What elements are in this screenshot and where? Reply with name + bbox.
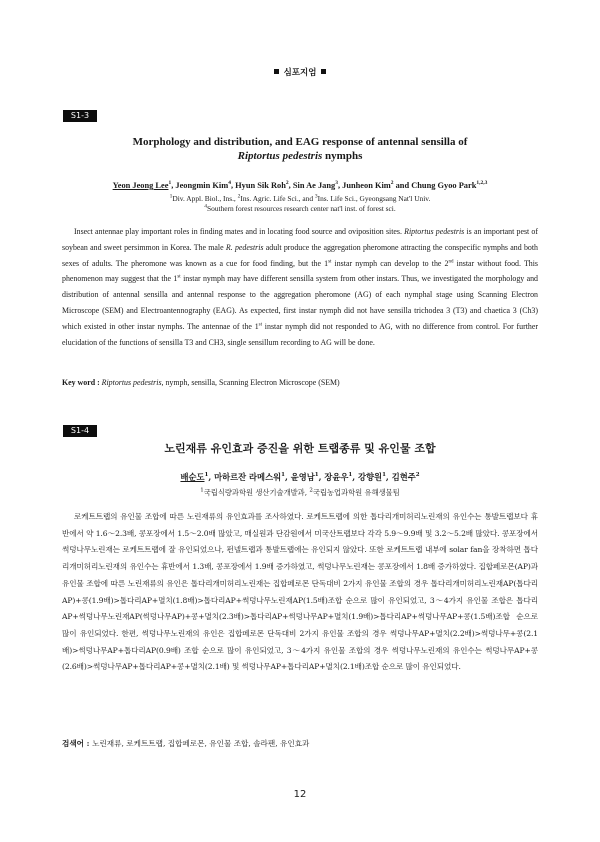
affiliation-line-1: $^1$Div. Appl. Biol., Ins., $^2$Ins. Agric. Life Sci., and $^3$Ins. Life Sci., Gyeongsang Nat'l Univ. <box>169 193 431 203</box>
running-head <box>0 66 600 78</box>
ko-author <box>324 472 352 482</box>
en-author <box>235 181 289 190</box>
author-affiliation-marker: 1 <box>314 472 319 479</box>
korean-author-list: 배순도$^1$, 마하르잔 라메스워$^1$, 윤영남$^1$, 장윤우$^1$, 강향원$^1$, 김현주$^2$ <box>180 472 420 482</box>
en-author <box>175 181 231 190</box>
author-affiliation-marker: 2 <box>390 180 394 187</box>
author-affiliation-marker: 1 <box>204 472 209 479</box>
author-affiliation-marker: 2 <box>415 472 420 479</box>
ko-author <box>214 472 285 482</box>
title-tail: nymphs <box>322 150 363 162</box>
author-affiliation-marker: 1 <box>348 472 353 479</box>
square-bullet-icon <box>321 69 326 74</box>
session-tag-s1-4: S1-4 <box>63 425 97 437</box>
author-name: 강향원 <box>358 472 383 482</box>
affiliation-line-2: $^4$Southern forest resources research center nat'l inst. of forest sci. <box>204 203 396 213</box>
english-keywords: Key word : Riptortus pedestris, nymph, sensilla, Scanning Electron Microscope (SEM) <box>62 378 340 387</box>
author-name: Junheon Kim <box>342 181 391 190</box>
author-affiliation-marker: 1 <box>168 180 172 187</box>
author-name: 윤영남 <box>290 472 315 482</box>
author-name: Sin Ae Jang <box>292 181 336 190</box>
author-affiliation-marker: 1,2,3 <box>476 180 488 187</box>
author-name: 김현주 <box>391 472 416 482</box>
author-name: Hyun Sik Roh <box>235 181 286 190</box>
author-affiliation-marker: 2 <box>285 180 289 187</box>
author-name: Chung Gyoo Park <box>411 181 477 190</box>
title-line-2 <box>60 149 540 163</box>
session-tag-s1-3: S1-3 <box>63 110 97 122</box>
author-affiliation-marker: 4 <box>228 180 231 187</box>
english-abstract-title <box>60 135 540 163</box>
korean-affiliations: $^1$국립식량과학원 생산기술개발과, $^2$국립농업과학원 유해생물팀 <box>200 487 400 497</box>
author-name: 배순도 <box>180 472 205 482</box>
ko-author <box>180 472 208 482</box>
ko-author <box>392 472 420 482</box>
korean-abstract-title: 노린재류 유인효과 증진을 위한 트랩종류 및 유인물 조합 <box>164 442 436 455</box>
running-head-label: 심포지엄 <box>283 68 317 78</box>
korean-keywords: 검색어 : 노린재류, 로케트트랩, 집합페로몬, 유인물 조합, 솔라팬, 유인효과 <box>62 739 310 748</box>
author-list: Yeon Jeong Lee$^1$, Jeongmin Kim$^4$, Hyun Sik Roh$^2$, Sin Ae Jang$^3$, Junheon Kim$^2$ and Chung Gyoo Park$^{1,2,3}$ <box>112 180 488 190</box>
en-author <box>113 181 172 190</box>
affiliations <box>60 194 540 214</box>
ko-author <box>358 472 386 482</box>
en-author <box>293 181 338 190</box>
author-name: Jeongmin Kim <box>175 181 229 190</box>
en-author <box>411 181 487 190</box>
square-bullet-icon <box>274 69 279 74</box>
title-line-1: Morphology and distribution, and EAG response of antennal sensilla of <box>132 136 468 148</box>
author-name: 장윤우 <box>324 472 349 482</box>
author-affiliation-marker: 1 <box>382 472 386 479</box>
korean-abstract-body: 로케트트랩의 유인물 조합에 따른 노린재류의 유인효과를 조사하였다. 로케트트랩에 의한 톱다리개미허리노린재의 유인수는 통발트랩보다 휴반에서 약 1.6～2.3배, 콩포장에서 1.5～2.0배 많았고, 매실원과 단감원에서 미국산트랩보다 각각 5.9～9.9배 및 3.2～5.2배 많았다. 콩포장에서 썩덩나무노린재는 로케트트랩에 잘 유인되었으나, 펀넬트랩과 통발트랩에는 유인되지 않았다. 또한 로케트트랩 내부에 solar fan을 장착하면 톱다리개미허리노린재의 유인수는 휴반에서 1.3배, 콩포장에서 1.9배 증가하였고, 썩덩나무노린재는 콩포장에서 1.8배 증가하였다. 집합페로몬(AP)과 유인물 조합에 따른 노린재류의 유인은 톱다리개미허리노린재는 집합페로몬 단독대비 2가지 유인물 조합의 경우 톱다리개미허리노린재AP(톱다리AP)+콩(1.9배)>톱다리AP+멸치(1.8배)>톱다리AP+썩덩나무노린재AP(1.5배)조합 순으로 많이 유인되었고, 3～4가지 유인물 조합은 톱다리AP+썩덩나무노린재AP(썩덩나무AP)+콩+멸치(2.3배)>톱다리AP+썩덩나무AP+멸치(1.9배)>톱다리AP+썩덩나무AP+콩(1.5배)조합 순으로 많이 유인되었다. 한편, 썩덩나무노린재의 유인은 집합페로몬 단독대비 2가지 유인물 조합의 경우 썩덩나무AP+멸치(2.2배)>썩덩나무+콩(2.1배)>썩덩나무AP+톱다리AP(0.9배) 조합 순으로 많이 유인되었고, 3～4가지 유인물 조합의 경우 썩덩나무노린재의 유인수는 썩덩나무AP+콩(2.6배)>썩덩나무AP+톱다리AP+콩+멸치(2.1배) 및 썩덩나무AP+톱다리AP+멸치(2.1배)조합 순으로 많이 유인되었다. <box>62 512 538 672</box>
english-abstract-body: Insect antennae play important roles in finding mates and in locating food source and oviposition sites. Riptortus pedestris is an important pest of soybean and sweet persimmon in Korea. The male R. pedestris adult produce the aggregation pheromone attracting the conspecific nymphs and both sexes of adults. The pheromone was known as a cue for food finding, but the 1st instar nymph can develop to the 2nd instar without food. This phenomenon may suggest that the 1st instar nymph may have different sensilla system from other instars. Thus, we investigated the morphology and distribution of antennal sensilla and antennal response to the aggregation pheromone (AG) of each nymphal stage using Scanning Electron Microscope (SEM) and Electroantennography (EAG). As expected, first instar nymph did not have sensilla trichodea 3 (T3) and chaetica 3 (Ch3) which existed in other instar nymphs. The antennae of the 1st instar nymph did not responded to AG, with no difference from control. For further elucidation of the functions of sensilla T3 and CH3, single sensillum recording to AG will be done. <box>62 227 538 347</box>
author-affiliation-marker: 3 <box>335 180 338 187</box>
ko-author <box>291 472 319 482</box>
author-name: 마하르잔 라메스워 <box>214 472 282 482</box>
author-name: Yeon Jeong Lee <box>112 181 169 190</box>
title-species: Riptortus pedestris <box>237 150 323 162</box>
en-author <box>342 181 393 190</box>
page-number: 12 <box>293 789 307 800</box>
author-affiliation-marker: 1 <box>281 472 285 479</box>
